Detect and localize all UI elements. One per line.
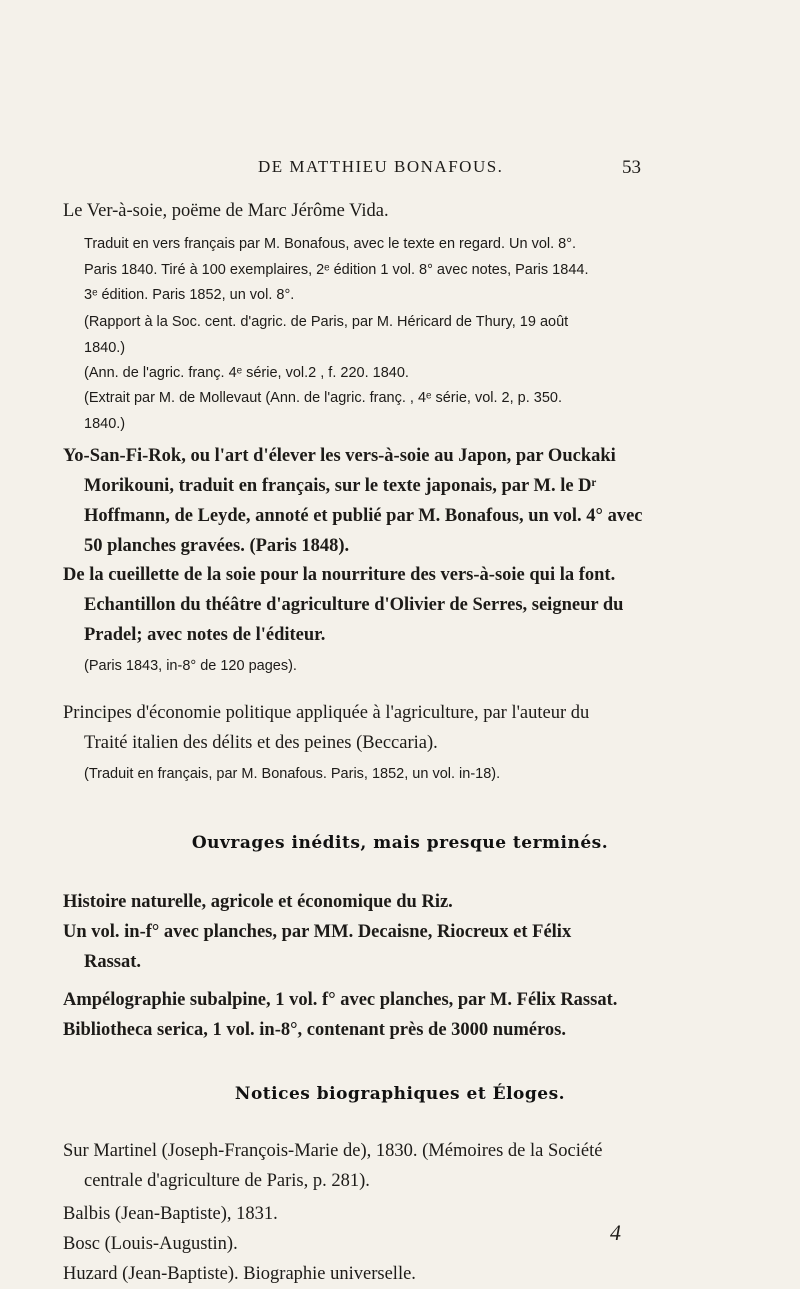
signature-mark: 4 bbox=[610, 1220, 621, 1245]
entry-note bbox=[84, 386, 562, 437]
entry-line: Hoffmann, de Leyde, annoté et publié par M. Bonafous, un vol. 4° avec bbox=[84, 506, 643, 526]
bibliography-entry-planches bbox=[63, 917, 571, 977]
entry-note bbox=[84, 310, 568, 361]
entry-line: Rassat. bbox=[84, 952, 142, 972]
entry-title: Le Ver-à-soie, poëme de Marc Jérôme Vida. bbox=[63, 201, 389, 221]
entry-text bbox=[63, 698, 589, 758]
entry-line: Un vol. in-f° avec planches, par MM. Decaisne, Riocreux et Félix bbox=[63, 922, 572, 942]
entry-line: Principes d'économie politique appliquée à l'agriculture, par l'auteur du bbox=[63, 703, 590, 723]
note-line: Paris 1840. Tiré à 100 exemplaires, 2ᵉ édition 1 vol. 8° avec notes, Paris 1844. bbox=[84, 261, 589, 278]
bibliography-entry-bosc: Bosc (Louis-Augustin). bbox=[63, 1234, 238, 1254]
bibliography-entry-yo-san-fi-rok bbox=[63, 441, 643, 561]
bibliography-entry-ampelographie: Ampélographie subalpine, 1 vol. f° avec planches, par M. Félix Rassat. bbox=[63, 990, 618, 1010]
running-head bbox=[0, 157, 800, 181]
entry-line: centrale d'agriculture de Paris, p. 281). bbox=[84, 1171, 370, 1191]
section-heading-biographical-notices: Notices biographiques et Éloges. bbox=[234, 1084, 566, 1104]
entry-line: De la cueillette de la soie pour la nourriture des vers-à-soie qui la font. bbox=[63, 565, 616, 585]
entry-note: (Ann. de l'agric. franç. 4ᵉ série, vol.2 , f. 220. 1840. bbox=[84, 365, 409, 381]
entry-text bbox=[63, 560, 623, 650]
note-line: (Rapport à la Soc. cent. d'agric. de Paris, par M. Héricard de Thury, 19 août bbox=[84, 314, 569, 330]
entry-line: Morikouni, traduit en français, sur le texte japonais, par M. le Dʳ bbox=[84, 476, 597, 496]
entry-note bbox=[84, 232, 588, 309]
bibliography-entry-huzard: Huzard (Jean-Baptiste). Biographie universelle. bbox=[63, 1264, 416, 1284]
entry-line: Pradel; avec notes de l'éditeur. bbox=[84, 625, 326, 645]
entry-note: (Traduit en français, par M. Bonafous. Paris, 1852, un vol. in-18). bbox=[84, 766, 501, 782]
note-line: 3ᵉ édition. Paris 1852, un vol. 8°. bbox=[84, 287, 295, 303]
note-line: Traduit en vers français par M. Bonafous, avec le texte en regard. Un vol. 8°. bbox=[84, 236, 577, 252]
entry-line: Sur Martinel (Joseph-François-Marie de), 1830. (Mémoires de la Société bbox=[63, 1141, 603, 1161]
note-line: 1840.) bbox=[84, 339, 126, 356]
note-line: 1840.) bbox=[84, 415, 126, 432]
page-number: 53 bbox=[622, 157, 641, 178]
bibliography-entry-martinel bbox=[63, 1136, 602, 1196]
bibliography-entry-bibliotheca-serica: Bibliotheca serica, 1 vol. in-8°, contenant près de 3000 numéros. bbox=[63, 1020, 566, 1040]
section-heading-unpublished: Ouvrages inédits, mais presque terminés. bbox=[191, 833, 609, 853]
entry-note: (Paris 1843, in-8° de 120 pages). bbox=[84, 658, 297, 674]
entry-line: Traité italien des délits et des peines (Beccaria). bbox=[84, 733, 438, 753]
bibliography-entry-riz: Histoire naturelle, agricole et économique du Riz. bbox=[63, 892, 453, 912]
running-title: DE MATTHIEU BONAFOUS. bbox=[258, 157, 504, 176]
note-line: (Extrait par M. de Mollevaut (Ann. de l'agric. franç. , 4ᵉ série, vol. 2, p. 350. bbox=[84, 390, 563, 406]
entry-line: 50 planches gravées. (Paris 1848). bbox=[84, 536, 350, 556]
entry-line: Yo-San-Fi-Rok, ou l'art d'élever les vers-à-soie au Japon, par Ouckaki bbox=[63, 446, 616, 466]
bibliography-entry-balbis: Balbis (Jean-Baptiste), 1831. bbox=[63, 1204, 278, 1224]
entry-line: Echantillon du théâtre d'agriculture d'Olivier de Serres, seigneur du bbox=[84, 595, 624, 615]
